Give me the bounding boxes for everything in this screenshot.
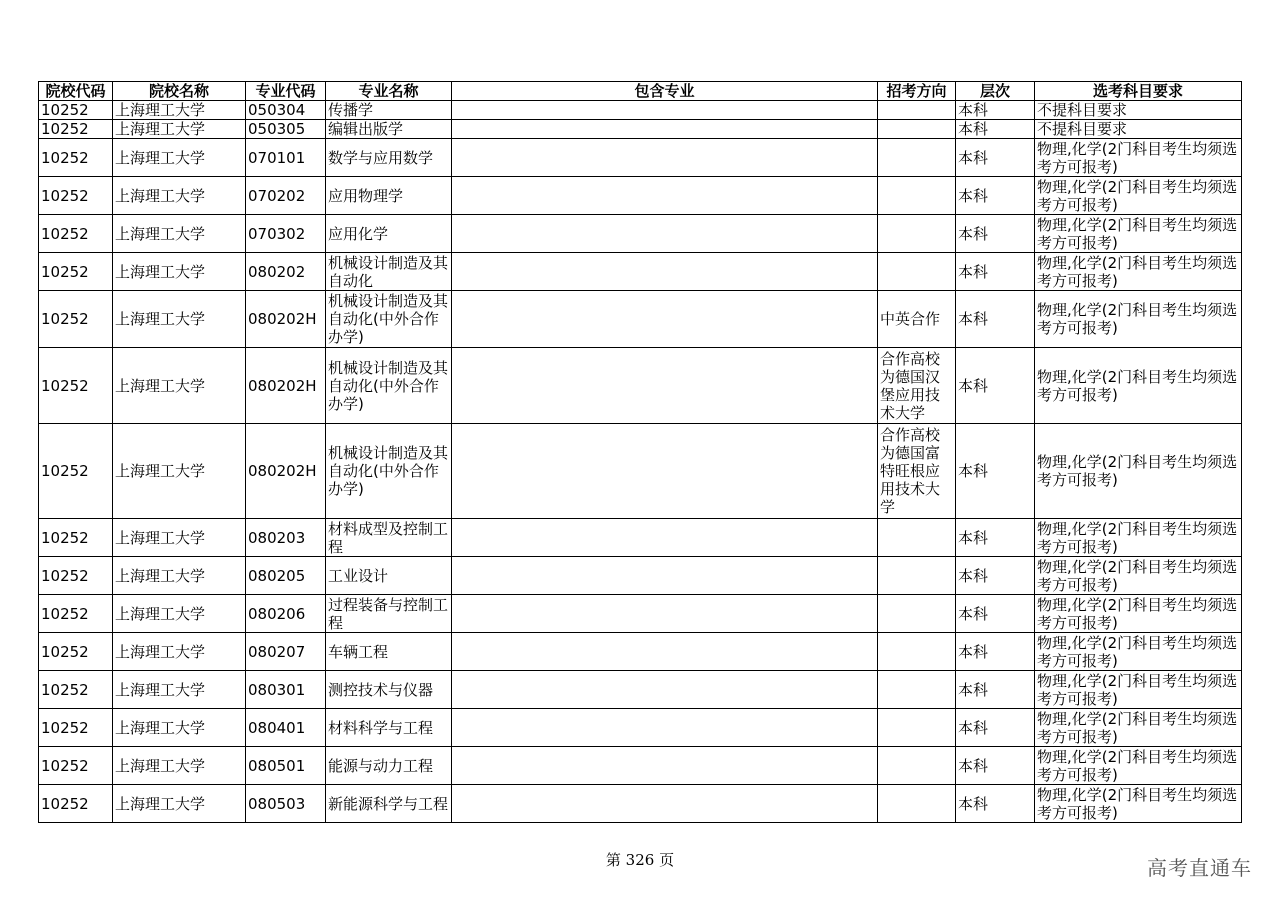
cell-major-name: 测控技术与仪器 [326,671,452,709]
header-included-majors: 包含专业 [452,82,878,101]
cell-level: 本科 [956,101,1035,120]
cell-subject-requirement: 物理,化学(2门科目考生均须选考方可报考) [1035,671,1242,709]
cell-school-name: 上海理工大学 [113,348,246,424]
table-row [39,519,1242,557]
cell-included-majors [452,253,878,291]
cell-direction [878,633,956,671]
cell-subject-requirement: 物理,化学(2门科目考生均须选考方可报考) [1035,139,1242,177]
cell-subject-requirement: 物理,化学(2门科目考生均须选考方可报考) [1035,177,1242,215]
cell-level: 本科 [956,177,1035,215]
cell-school-code: 10252 [39,557,113,595]
cell-level: 本科 [956,519,1035,557]
table-row [39,747,1242,785]
cell-school-code: 10252 [39,101,113,120]
table-row [39,557,1242,595]
cell-school-code: 10252 [39,709,113,747]
cell-major-name: 应用物理学 [326,177,452,215]
header-subject-requirement: 选考科目要求 [1035,82,1242,101]
cell-direction [878,785,956,823]
admissions-table [38,81,1242,823]
cell-included-majors [452,557,878,595]
cell-included-majors [452,215,878,253]
cell-direction [878,101,956,120]
cell-included-majors [452,595,878,633]
cell-major-name: 机械设计制造及其自动化(中外合作办学) [326,291,452,348]
cell-subject-requirement: 物理,化学(2门科目考生均须选考方可报考) [1035,785,1242,823]
header-level: 层次 [956,82,1035,101]
cell-direction: 合作高校为德国汉堡应用技术大学 [878,348,956,424]
cell-included-majors [452,291,878,348]
cell-subject-requirement: 物理,化学(2门科目考生均须选考方可报考) [1035,747,1242,785]
cell-major-name: 机械设计制造及其自动化(中外合作办学) [326,348,452,424]
cell-level: 本科 [956,348,1035,424]
cell-subject-requirement: 物理,化学(2门科目考生均须选考方可报考) [1035,557,1242,595]
cell-direction [878,557,956,595]
table-row [39,785,1242,823]
cell-major-code: 050305 [246,120,326,139]
header-major-code: 专业代码 [246,82,326,101]
table-row [39,291,1242,348]
cell-school-name: 上海理工大学 [113,671,246,709]
cell-school-name: 上海理工大学 [113,139,246,177]
cell-school-code: 10252 [39,215,113,253]
cell-school-code: 10252 [39,120,113,139]
cell-level: 本科 [956,291,1035,348]
table-row [39,253,1242,291]
table-header [39,82,1242,101]
cell-major-name: 过程装备与控制工程 [326,595,452,633]
cell-level: 本科 [956,595,1035,633]
cell-direction [878,215,956,253]
cell-included-majors [452,709,878,747]
cell-major-name: 新能源科学与工程 [326,785,452,823]
cell-major-name: 材料成型及控制工程 [326,519,452,557]
cell-school-name: 上海理工大学 [113,215,246,253]
cell-school-code: 10252 [39,671,113,709]
cell-included-majors [452,348,878,424]
cell-school-name: 上海理工大学 [113,424,246,519]
cell-school-name: 上海理工大学 [113,253,246,291]
header-direction: 招考方向 [878,82,956,101]
cell-direction [878,747,956,785]
cell-included-majors [452,671,878,709]
cell-school-name: 上海理工大学 [113,120,246,139]
table-row [39,709,1242,747]
cell-school-code: 10252 [39,291,113,348]
cell-school-code: 10252 [39,424,113,519]
cell-major-name: 传播学 [326,101,452,120]
cell-direction: 合作高校为德国富特旺根应用技术大学 [878,424,956,519]
cell-major-code: 070302 [246,215,326,253]
cell-level: 本科 [956,253,1035,291]
cell-level: 本科 [956,633,1035,671]
table-row [39,348,1242,424]
table-row [39,424,1242,519]
cell-school-name: 上海理工大学 [113,595,246,633]
cell-level: 本科 [956,424,1035,519]
cell-level: 本科 [956,671,1035,709]
cell-subject-requirement: 物理,化学(2门科目考生均须选考方可报考) [1035,253,1242,291]
cell-level: 本科 [956,557,1035,595]
cell-school-name: 上海理工大学 [113,291,246,348]
cell-level: 本科 [956,215,1035,253]
cell-major-code: 080205 [246,557,326,595]
cell-included-majors [452,177,878,215]
cell-major-code: 080203 [246,519,326,557]
header-row [39,82,1242,101]
cell-school-code: 10252 [39,177,113,215]
cell-major-code: 080206 [246,595,326,633]
cell-school-name: 上海理工大学 [113,557,246,595]
cell-school-name: 上海理工大学 [113,101,246,120]
cell-major-code: 080202 [246,253,326,291]
cell-school-code: 10252 [39,348,113,424]
table-row [39,139,1242,177]
cell-major-name: 能源与动力工程 [326,747,452,785]
cell-major-code: 080202H [246,291,326,348]
cell-subject-requirement: 物理,化学(2门科目考生均须选考方可报考) [1035,519,1242,557]
cell-major-code: 050304 [246,101,326,120]
cell-school-code: 10252 [39,253,113,291]
cell-level: 本科 [956,785,1035,823]
cell-direction [878,120,956,139]
cell-major-name: 机械设计制造及其自动化 [326,253,452,291]
table-row [39,595,1242,633]
cell-included-majors [452,424,878,519]
cell-school-name: 上海理工大学 [113,709,246,747]
cell-included-majors [452,747,878,785]
cell-school-name: 上海理工大学 [113,633,246,671]
cell-major-code: 080301 [246,671,326,709]
cell-subject-requirement: 物理,化学(2门科目考生均须选考方可报考) [1035,709,1242,747]
cell-subject-requirement: 物理,化学(2门科目考生均须选考方可报考) [1035,291,1242,348]
cell-school-name: 上海理工大学 [113,747,246,785]
cell-school-code: 10252 [39,595,113,633]
table-row [39,671,1242,709]
cell-direction [878,709,956,747]
cell-subject-requirement: 不提科目要求 [1035,120,1242,139]
cell-school-code: 10252 [39,747,113,785]
cell-included-majors [452,519,878,557]
cell-level: 本科 [956,709,1035,747]
cell-included-majors [452,101,878,120]
cell-school-name: 上海理工大学 [113,177,246,215]
cell-school-code: 10252 [39,519,113,557]
cell-major-code: 070202 [246,177,326,215]
table-row [39,633,1242,671]
cell-subject-requirement: 物理,化学(2门科目考生均须选考方可报考) [1035,215,1242,253]
cell-direction [878,139,956,177]
cell-major-name: 工业设计 [326,557,452,595]
cell-school-code: 10252 [39,785,113,823]
cell-major-name: 车辆工程 [326,633,452,671]
cell-subject-requirement: 物理,化学(2门科目考生均须选考方可报考) [1035,633,1242,671]
cell-major-name: 机械设计制造及其自动化(中外合作办学) [326,424,452,519]
cell-school-name: 上海理工大学 [113,519,246,557]
table-body [39,101,1242,823]
cell-subject-requirement: 物理,化学(2门科目考生均须选考方可报考) [1035,348,1242,424]
cell-major-name: 材料科学与工程 [326,709,452,747]
table-row [39,120,1242,139]
cell-school-code: 10252 [39,139,113,177]
cell-included-majors [452,785,878,823]
table-row [39,177,1242,215]
cell-direction [878,253,956,291]
cell-direction [878,671,956,709]
cell-level: 本科 [956,139,1035,177]
cell-major-code: 070101 [246,139,326,177]
table-row [39,101,1242,120]
cell-school-name: 上海理工大学 [113,785,246,823]
cell-major-name: 应用化学 [326,215,452,253]
cell-major-code: 080501 [246,747,326,785]
header-major-name: 专业名称 [326,82,452,101]
cell-level: 本科 [956,120,1035,139]
header-school-name: 院校名称 [113,82,246,101]
cell-school-code: 10252 [39,633,113,671]
cell-direction [878,177,956,215]
cell-major-code: 080207 [246,633,326,671]
watermark: 高考直通车 [1147,856,1252,880]
table-row [39,215,1242,253]
cell-major-name: 数学与应用数学 [326,139,452,177]
cell-subject-requirement: 物理,化学(2门科目考生均须选考方可报考) [1035,424,1242,519]
cell-subject-requirement: 不提科目要求 [1035,101,1242,120]
cell-subject-requirement: 物理,化学(2门科目考生均须选考方可报考) [1035,595,1242,633]
page-number: 第 326 页 [605,851,675,869]
cell-included-majors [452,139,878,177]
cell-major-name: 编辑出版学 [326,120,452,139]
cell-major-code: 080503 [246,785,326,823]
cell-included-majors [452,633,878,671]
cell-level: 本科 [956,747,1035,785]
header-school-code: 院校代码 [39,82,113,101]
cell-major-code: 080401 [246,709,326,747]
cell-major-code: 080202H [246,424,326,519]
cell-direction: 中英合作 [878,291,956,348]
cell-major-code: 080202H [246,348,326,424]
cell-direction [878,595,956,633]
cell-direction [878,519,956,557]
cell-included-majors [452,120,878,139]
